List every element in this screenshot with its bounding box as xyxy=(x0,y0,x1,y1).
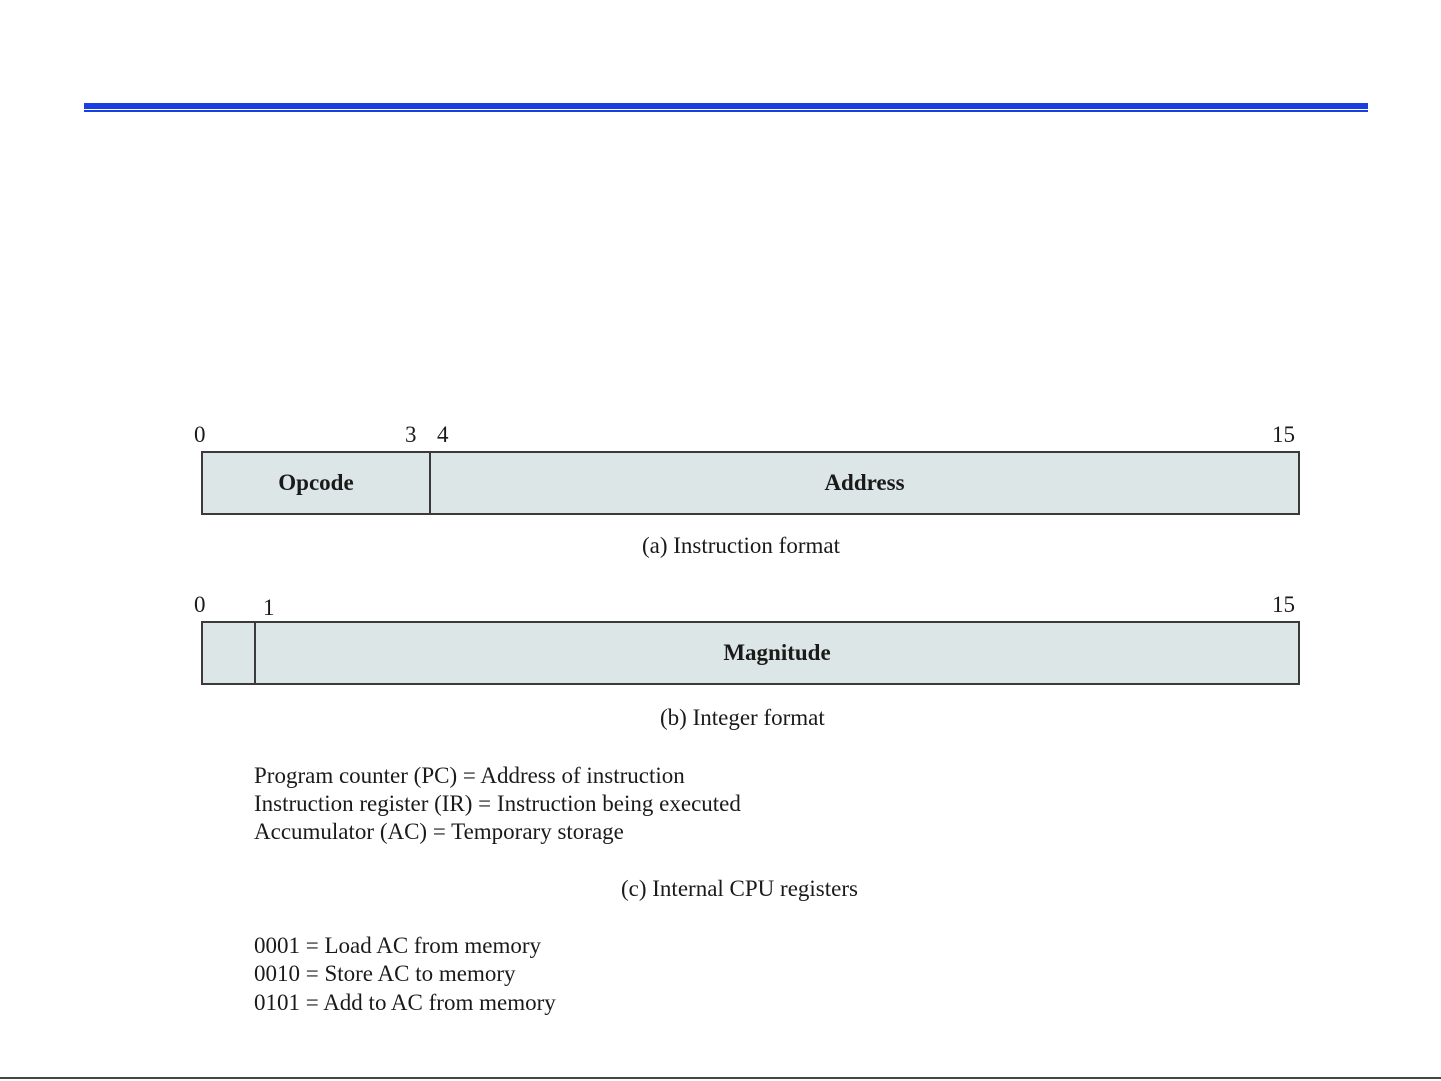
opcode-line-load: 0001 = Load AC from memory xyxy=(254,933,542,958)
bit-label-15: 15 xyxy=(1272,422,1295,447)
opcode-line-store: 0010 = Store AC to memory xyxy=(254,961,516,986)
integer-format-caption: (b) Integer format xyxy=(660,705,825,730)
opcode-field xyxy=(201,451,431,515)
opcode-label: Opcode xyxy=(278,470,354,495)
magnitude-label: Magnitude xyxy=(723,640,831,665)
header-rule-thin xyxy=(84,110,1368,112)
instruction-format-caption: (a) Instruction format xyxy=(642,533,840,558)
bit-label-1: 1 xyxy=(263,595,275,620)
bit-label-4: 4 xyxy=(437,422,449,447)
magnitude-field xyxy=(254,621,1300,685)
bit-label-0: 0 xyxy=(194,422,206,447)
address-label: Address xyxy=(824,470,905,495)
register-line-ac: Accumulator (AC) = Temporary storage xyxy=(254,819,624,844)
register-line-ir: Instruction register (IR) = Instruction being executed xyxy=(254,791,741,816)
header-rule xyxy=(84,103,1368,109)
opcode-line-add: 0101 = Add to AC from memory xyxy=(254,990,556,1015)
sign-field xyxy=(201,621,257,685)
address-field xyxy=(429,451,1300,515)
register-line-pc: Program counter (PC) = Address of instruction xyxy=(254,763,685,788)
bit-label-15: 15 xyxy=(1272,592,1295,617)
bit-label-0: 0 xyxy=(194,592,206,617)
cpu-registers-caption: (c) Internal CPU registers xyxy=(621,876,858,901)
footer-rule xyxy=(0,1077,1441,1079)
bit-label-3: 3 xyxy=(405,422,417,447)
